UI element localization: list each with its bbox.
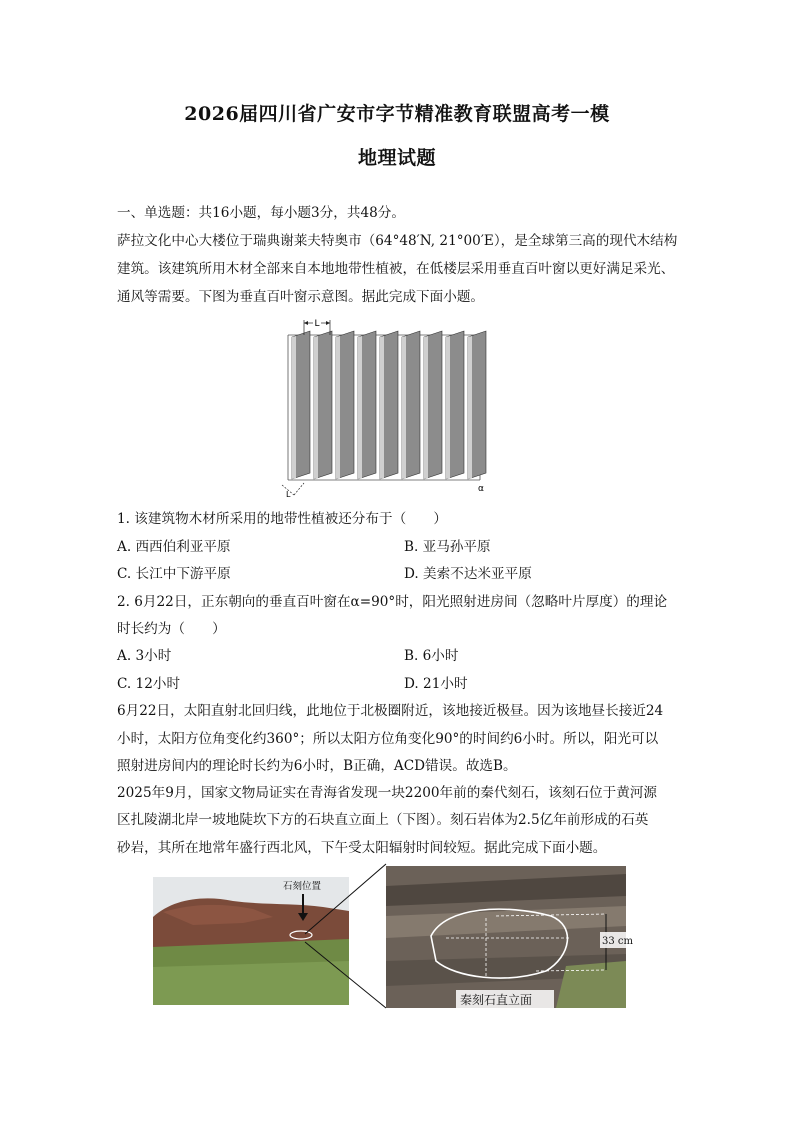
louver-slat-edge <box>336 336 340 479</box>
q1-option-a: A. 西西伯利亚平原 <box>117 539 231 555</box>
dimension-L-bottom <box>282 483 304 499</box>
q1-stem: 1. 该建筑物木材所采用的地带性植被还分布于（ ） <box>117 511 447 527</box>
passage1-line-1: 萨拉文化中心大楼位于瑞典谢莱夫特奥市（64°48′N, 21°00′E），是全球第三高的现代木结构 <box>117 233 678 249</box>
answer-line-1: 6月22日，太阳直射北回归线，此地位于北极圈附近，该地接近极昼。因为该地昼长接近24 <box>117 703 664 719</box>
q1-option-d: D. 美索不达米亚平原 <box>404 566 532 582</box>
louver-slat-edge <box>314 336 318 479</box>
passage2-line-3: 砂岩，其所在地常年盛行西北风，下午受太阳辐射时间较短。据此完成下面小题。 <box>117 840 607 856</box>
passage2-line-1: 2025年9月，国家文物局证实在青海省发现一块2200年前的秦代刻石，该刻石位于黄河源 <box>117 785 658 801</box>
label-stone-location: 石刻位置 <box>283 881 322 892</box>
louver-slat-edge <box>424 336 428 479</box>
exam-title: 2026届四川省广安市字节精准教育联盟高考一模 <box>184 103 610 125</box>
label-height-33cm: 33 cm <box>602 936 633 947</box>
q2-stem-line-1: 2. 6月22日，正东朝向的垂直百叶窗在α=90°时，阳光照射进房间（忽略叶片厚度）的理论 <box>117 594 668 610</box>
passage2-line-2: 区扎陵湖北岸一坡地陡坎下方的石块直立面上（下图）。刻石岩体为2.5亿年前形成的石英 <box>117 812 649 828</box>
q2-option-c: C. 12小时 <box>117 676 181 692</box>
louver-slat-edge <box>468 336 472 479</box>
label-caption: 秦刻石直立面 <box>460 993 533 1007</box>
label-L-bottom: L <box>286 490 291 499</box>
louver-slat-edge <box>292 336 296 479</box>
q2-stem-line-2: 时长约为（ ） <box>117 621 226 637</box>
louver-slat-edge <box>358 336 362 479</box>
louver-slats <box>288 331 486 480</box>
q1-option-b: B. 亚马孙平原 <box>404 539 491 555</box>
answer-line-3: 照射进房间内的理论时长约为6小时，B正确，ACD错误。故选B。 <box>117 758 517 774</box>
label-alpha: α <box>478 484 484 494</box>
answer-line-2: 小时，太阳方位角变化约360°；所以太阳方位角变化90°的时间约6小时。所以，阳光可以 <box>117 731 659 747</box>
section-heading: 一、单选题：共16小题，每小题3分，共48分。 <box>117 205 405 221</box>
louver-slat-edge <box>380 336 384 479</box>
passage1-line-3: 通风等需要。下图为垂直百叶窗示意图。据此完成下面小题。 <box>117 289 485 305</box>
passage1-line-2: 建筑。该建筑所用木材全部来自本地地带性植被，在低楼层采用垂直百叶窗以更好满足采光、 <box>117 261 675 277</box>
zoom-connector-lines <box>300 862 400 1012</box>
exam-subtitle: 地理试题 <box>357 147 436 169</box>
q2-option-b: B. 6小时 <box>404 648 459 664</box>
louver-slat-edge <box>446 336 450 479</box>
q2-option-d: D. 21小时 <box>404 676 468 692</box>
q1-option-c: C. 长江中下游平原 <box>117 566 231 582</box>
rock-closeup-photo <box>386 866 633 1008</box>
louver-slat-edge <box>402 336 406 479</box>
louver-diagram <box>270 315 500 500</box>
q2-option-a: A. 3小时 <box>117 648 172 664</box>
label-L: L <box>314 319 320 329</box>
